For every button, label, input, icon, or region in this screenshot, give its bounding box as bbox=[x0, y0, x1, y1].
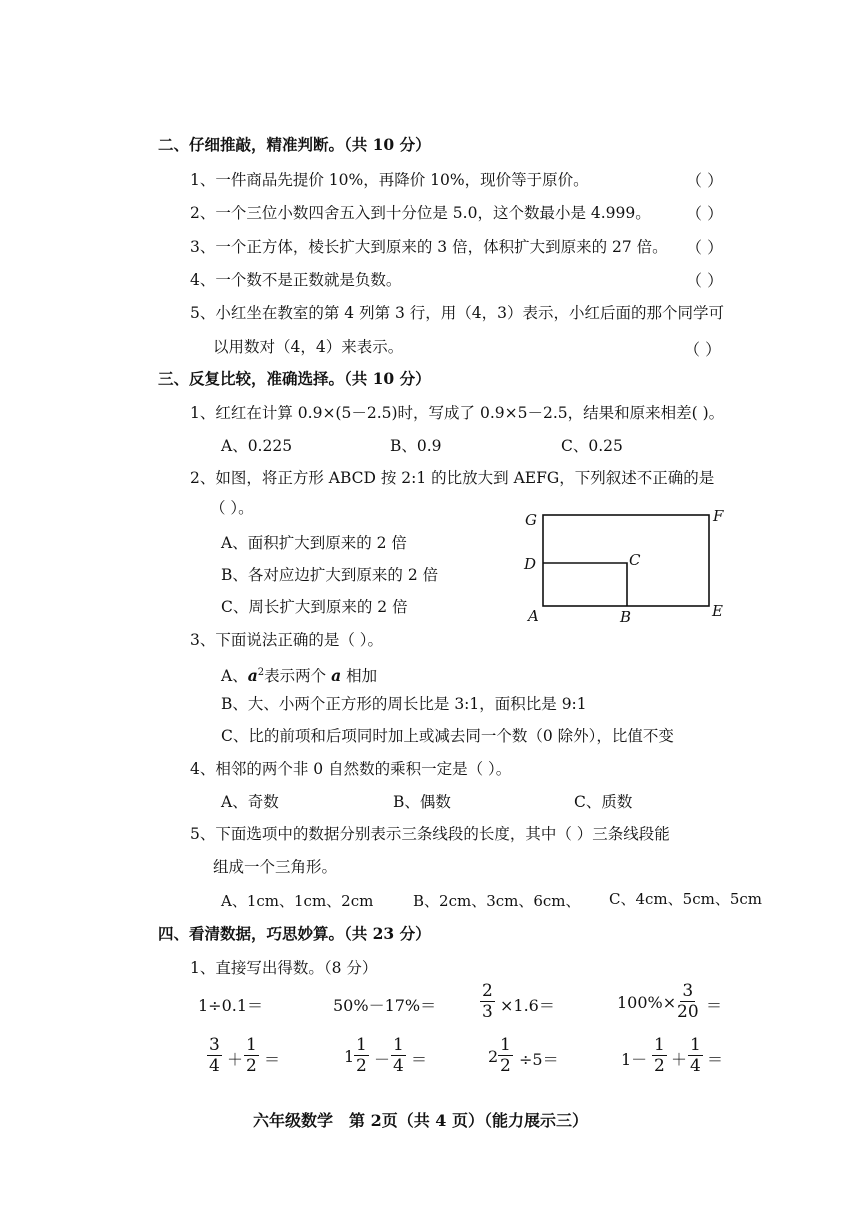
numerator: 1 bbox=[690, 1035, 701, 1055]
judge-item-3: 3、一个正方体，棱长扩大到原来的 3 倍，体积扩大到原来的 27 倍。 bbox=[190, 238, 668, 256]
denominator: 2 bbox=[356, 1056, 367, 1076]
numerator: 2 bbox=[482, 981, 493, 1001]
choice-q2: 2、如图，将正方形 ABCD 按 2:1 的比放大到 AEFG，下列叙述不正确的是 bbox=[190, 469, 715, 487]
choice-q5: 5、下面选项中的数据分别表示三条线段的长度，其中（ ）三条线段能 bbox=[190, 825, 670, 843]
judge-item-2: 2、一个三位小数四舍五入到十分位是 5.0，这个数最小是 4.999。 bbox=[190, 204, 651, 222]
rectangle-aefg bbox=[543, 515, 709, 606]
q3-option-c[interactable]: C、比的前项和后项同时加上或减去同一个数（0 除外），比值不变 bbox=[221, 727, 674, 745]
q3-option-a-mid: 表示两个 bbox=[264, 667, 327, 686]
answer-paren-3[interactable]: （ ） bbox=[686, 238, 724, 257]
answer-paren-5[interactable]: （ ） bbox=[684, 340, 722, 359]
q3-option-a-post: 相加 bbox=[346, 667, 378, 686]
label-e: E bbox=[712, 602, 723, 620]
denominator: 4 bbox=[209, 1056, 220, 1076]
square-abcd bbox=[543, 563, 627, 606]
fraction-1-2 bbox=[244, 1035, 259, 1076]
q2-option-a[interactable]: A、面积扩大到原来的 2 倍 bbox=[221, 534, 407, 552]
equals-sign: ＝ bbox=[264, 1050, 281, 1069]
numerator: 1 bbox=[356, 1035, 367, 1055]
label-d: D bbox=[524, 555, 537, 573]
label-c: C bbox=[629, 551, 641, 569]
q1-option-b[interactable]: B、0.9 bbox=[390, 437, 442, 455]
calc-expr-4-pre: 100%× bbox=[617, 993, 677, 1012]
calc-expr-4-eq: ＝ bbox=[706, 996, 723, 1015]
q2-blank[interactable]: （ ）。 bbox=[210, 499, 254, 517]
judge-item-4: 4、一个数不是正数就是负数。 bbox=[190, 271, 402, 289]
denominator: 2 bbox=[500, 1056, 511, 1076]
fraction-1-4 bbox=[391, 1035, 406, 1076]
q3-option-a-prefix: A、 bbox=[221, 667, 248, 686]
page-footer: 六年级数学 第 2页（共 4 页）（能力展示三） bbox=[253, 1111, 588, 1130]
label-b: B bbox=[620, 608, 632, 626]
fraction-1-2 bbox=[354, 1035, 369, 1076]
equals-sign: ＝ bbox=[707, 1050, 724, 1069]
numerator: 1 bbox=[500, 1035, 511, 1055]
numerator: 3 bbox=[209, 1035, 220, 1055]
denominator: 4 bbox=[393, 1056, 404, 1076]
q5-option-b[interactable]: B、2cm、3cm、6cm、 bbox=[413, 892, 581, 910]
q1-option-a[interactable]: A、0.225 bbox=[221, 437, 293, 455]
equals-sign: ＝ bbox=[411, 1050, 428, 1069]
section4-heading: 四、看清数据，巧思妙算。（共 23 分） bbox=[158, 924, 431, 943]
choice-q4: 4、相邻的两个非 0 自然数的乘积一定是（ ）。 bbox=[190, 760, 512, 778]
calc-expr-2: 50%－17%＝ bbox=[333, 996, 437, 1015]
judge-item-5: 5、小红坐在教室的第 4 列第 3 行，用（4，3）表示，小红后面的那个同学可 bbox=[190, 304, 725, 322]
q3-option-a[interactable] bbox=[221, 663, 377, 686]
choice-q3: 3、下面说法正确的是（ ）。 bbox=[190, 631, 384, 649]
judge-item-5-cont: 以用数对（4，4）来表示。 bbox=[213, 338, 404, 356]
whole-2: 2 bbox=[488, 1047, 499, 1066]
section2-heading: 二、仔细推敲，精准判断。（共 10 分） bbox=[158, 135, 431, 154]
section3-heading: 三、反复比较，准确选择。（共 10 分） bbox=[158, 369, 431, 388]
denominator: 3 bbox=[482, 1002, 493, 1022]
label-a: A bbox=[528, 607, 539, 625]
answer-paren-2[interactable]: （ ） bbox=[686, 204, 724, 223]
answer-paren-4[interactable]: （ ） bbox=[686, 271, 724, 290]
fraction-2-3 bbox=[480, 981, 495, 1022]
fraction-1-2 bbox=[498, 1035, 513, 1076]
minus-sign: － bbox=[374, 1050, 391, 1069]
q4-option-a[interactable]: A、奇数 bbox=[221, 793, 279, 811]
label-f: F bbox=[713, 507, 724, 525]
fraction-3-4 bbox=[207, 1035, 222, 1076]
exponent: 2 bbox=[257, 667, 265, 678]
plus-sign: ＋ bbox=[227, 1050, 244, 1069]
calc-sub1-heading: 1、直接写出得数。（8 分） bbox=[190, 959, 378, 977]
q1-option-c[interactable]: C、0.25 bbox=[561, 437, 623, 455]
q5-option-c[interactable]: C、4cm、5cm、5cm bbox=[609, 890, 762, 908]
q2-option-b[interactable]: B、各对应边扩大到原来的 2 倍 bbox=[221, 566, 439, 584]
var-a: a bbox=[247, 666, 258, 686]
fraction-1-4 bbox=[688, 1035, 703, 1076]
square-enlargement-figure bbox=[515, 505, 735, 630]
calc-expr-3-rest: ×1.6＝ bbox=[500, 996, 555, 1015]
fraction-3-20 bbox=[675, 981, 701, 1022]
numerator: 1 bbox=[654, 1035, 665, 1055]
numerator: 1 bbox=[246, 1035, 257, 1055]
q2-option-c[interactable]: C、周长扩大到原来的 2 倍 bbox=[221, 598, 408, 616]
judge-item-1: 1、一件商品先提价 10%，再降价 10%，现价等于原价。 bbox=[190, 171, 589, 189]
calc-expr-1: 1÷0.1＝ bbox=[198, 996, 264, 1015]
fraction-1-2 bbox=[652, 1035, 667, 1076]
q3-option-b[interactable]: B、大、小两个正方形的周长比是 3:1，面积比是 9:1 bbox=[221, 695, 587, 713]
numerator: 3 bbox=[682, 981, 694, 1001]
denominator: 2 bbox=[246, 1056, 257, 1076]
var-a-2: a bbox=[331, 666, 342, 686]
plus-sign: ＋ bbox=[671, 1050, 688, 1069]
denominator: 4 bbox=[690, 1056, 701, 1076]
answer-paren-1[interactable]: （ ） bbox=[686, 171, 724, 190]
q5-option-a[interactable]: A、1cm、1cm、2cm bbox=[221, 892, 374, 910]
denominator: 20 bbox=[677, 1002, 699, 1022]
label-g: G bbox=[525, 511, 537, 529]
choice-q5-cont: 组成一个三角形。 bbox=[213, 858, 338, 876]
whole-1: 1 bbox=[344, 1047, 355, 1066]
choice-q1: 1、红红在计算 0.9×(5－2.5)时，写成了 0.9×5－2.5，结果和原来相差( )。 bbox=[190, 404, 725, 422]
q4-option-b[interactable]: B、偶数 bbox=[393, 793, 451, 811]
numerator: 1 bbox=[393, 1035, 404, 1055]
calc-expr-8-pre: 1－ bbox=[621, 1050, 648, 1069]
q4-option-c[interactable]: C、质数 bbox=[574, 793, 633, 811]
denominator: 2 bbox=[654, 1056, 665, 1076]
calc-expr-7-rest: ÷5＝ bbox=[519, 1050, 559, 1069]
